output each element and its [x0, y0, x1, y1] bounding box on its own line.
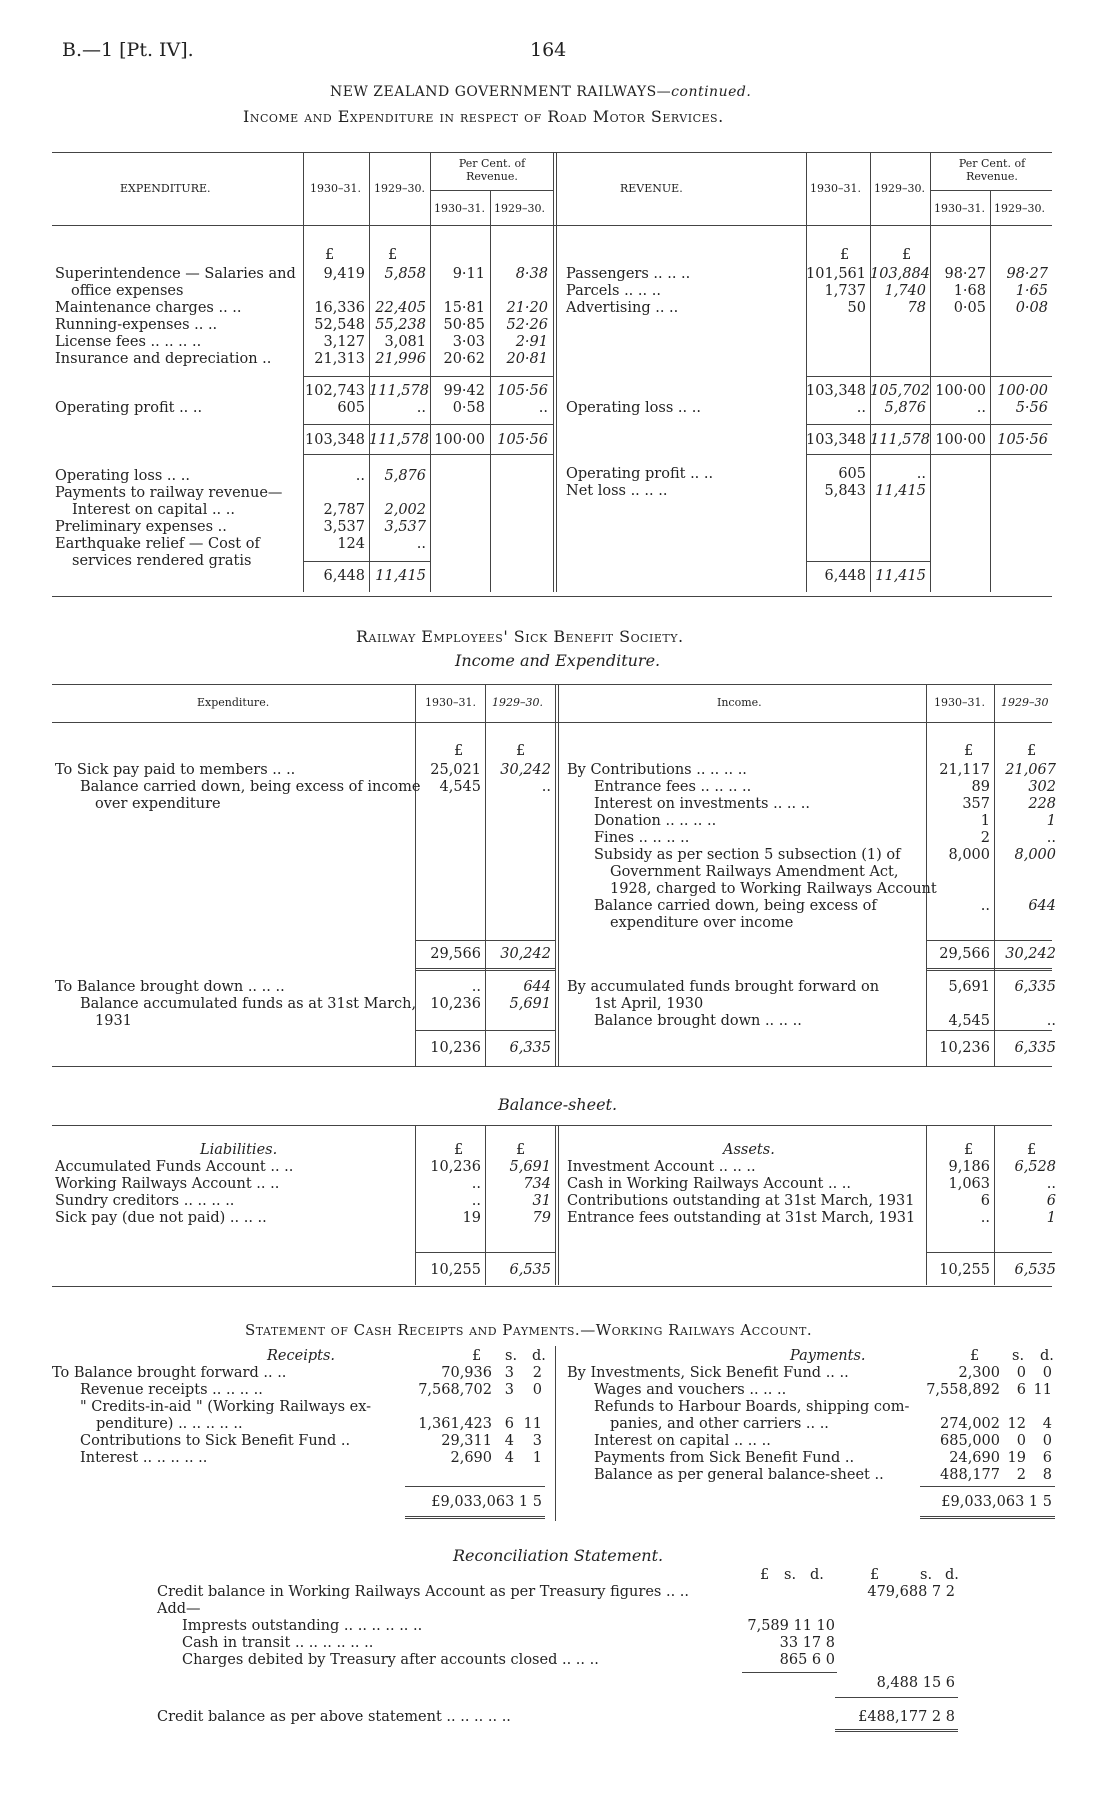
- value-cell: 6: [504, 1416, 514, 1432]
- total-cell: 103,348: [806, 432, 866, 448]
- value-cell: 0·58: [452, 400, 485, 416]
- value-cell: 30,242: [500, 762, 551, 778]
- value-cell: 6,335: [1014, 979, 1056, 995]
- subtotal-cell: 105,702: [870, 383, 930, 399]
- value-cell: 1: [532, 1450, 542, 1466]
- row-label: Payments from Sick Benefit Fund ..: [594, 1450, 855, 1466]
- row-label: Interest on capital .. .. ..: [594, 1433, 771, 1449]
- row-label: Credit balance as per above statement .. .. .. .. ..: [157, 1709, 511, 1725]
- total-cell: 6,335: [1014, 1040, 1056, 1056]
- total-cell: 100·00: [434, 432, 485, 448]
- pound-sign: £: [454, 743, 464, 759]
- value-cell: ..: [980, 1210, 990, 1226]
- subtotal-cell: 99·42: [443, 383, 485, 399]
- row-label: Insurance and depreciation ..: [55, 351, 272, 367]
- value-cell: 1,361,423: [418, 1416, 492, 1432]
- total-cell: 10,236: [430, 1040, 481, 1056]
- value-cell: ..: [471, 1193, 481, 1209]
- percent-header: Per Cent. of Revenue.: [458, 157, 526, 183]
- row-label: By accumulated funds brought forward on: [567, 979, 880, 995]
- pound-sign: £: [870, 1567, 880, 1583]
- row-label: over expenditure: [95, 796, 221, 812]
- year-1930-header: 1930–31.: [310, 182, 361, 195]
- value-cell: 20·81: [506, 351, 548, 367]
- value-cell: 1·68: [953, 283, 986, 299]
- row-label: " Credits-in-aid " (Working Railways ex-: [80, 1399, 372, 1415]
- value-cell: 1: [1046, 813, 1056, 829]
- value-cell: 9·11: [452, 266, 485, 282]
- row-label: Operating profit .. ..: [566, 466, 714, 482]
- row-label: Government Railways Amendment Act,: [610, 864, 899, 880]
- rev-pct-1929: 1929–30.: [994, 202, 1045, 215]
- row-label: Superintendence — Salaries and: [55, 266, 296, 282]
- value-cell: 4: [1042, 1416, 1052, 1432]
- value-cell: 33 17 8: [779, 1635, 835, 1651]
- row-label: Subsidy as per section 5 subsection (1) of: [594, 847, 901, 863]
- value-cell: 357: [962, 796, 990, 812]
- pound-sign: £: [516, 1142, 526, 1158]
- row-label: Operating loss .. ..: [55, 468, 190, 484]
- pound-sign: £: [454, 1142, 464, 1158]
- value-cell: 103,884: [870, 266, 930, 282]
- value-cell: 228: [1028, 796, 1056, 812]
- row-label: Contributions to Sick Benefit Fund ..: [80, 1433, 351, 1449]
- balance-sheet-title: Balance-sheet.: [498, 1095, 618, 1114]
- value-cell: 10,236: [430, 996, 481, 1012]
- expenditure-header: Expenditure.: [197, 696, 270, 709]
- expenditure-header: EXPENDITURE.: [120, 182, 211, 195]
- value-cell: 2,002: [384, 502, 426, 518]
- row-label: Earthquake relief — Cost of: [55, 536, 260, 552]
- row-label: Passengers .. .. ..: [566, 266, 691, 282]
- total-cell: 10,255: [939, 1262, 990, 1278]
- row-label: Parcels .. .. ..: [566, 283, 661, 299]
- value-cell: ..: [856, 400, 866, 416]
- value-cell: 7,568,702: [418, 1382, 492, 1398]
- value-cell: 5,691: [948, 979, 990, 995]
- shilling-sign: s.: [920, 1567, 933, 1583]
- value-cell: 2: [532, 1365, 542, 1381]
- total-cell: 6,335: [509, 1040, 551, 1056]
- value-cell: 4: [504, 1433, 514, 1449]
- value-cell: 6: [1042, 1450, 1052, 1466]
- value-cell: 3·03: [452, 334, 485, 350]
- value-cell: 3: [504, 1382, 514, 1398]
- value-cell: ..: [976, 400, 986, 416]
- value-cell: 3,127: [323, 334, 365, 350]
- row-label: Donation .. .. .. ..: [594, 813, 717, 829]
- receipts-total: £9,033,063 1 5: [431, 1494, 542, 1510]
- value-cell: 9,419: [323, 266, 365, 282]
- value-cell: ..: [1046, 830, 1056, 846]
- final-balance: £488,177 2 8: [858, 1709, 955, 1725]
- value-cell: 29,311: [441, 1433, 492, 1449]
- value-cell: 9,186: [948, 1159, 990, 1175]
- row-label: Entrance fees .. .. .. ..: [594, 779, 752, 795]
- value-cell: 19: [462, 1210, 481, 1226]
- value-cell: 2,300: [958, 1365, 1000, 1381]
- row-label: By Contributions .. .. .. ..: [567, 762, 747, 778]
- shilling-sign: s.: [784, 1567, 797, 1583]
- value-cell: 734: [523, 1176, 551, 1192]
- total-cell: 6,535: [1014, 1262, 1056, 1278]
- value-cell: 8,000: [1014, 847, 1056, 863]
- pound-sign: £: [472, 1348, 482, 1364]
- road-motor-title: Income and Expenditure in respect of Road Motor Services.: [243, 107, 724, 126]
- payments-header: Payments.: [790, 1348, 866, 1364]
- value-cell: 1,740: [884, 283, 926, 299]
- pound-sign: £: [1027, 743, 1037, 759]
- year-1929-header: 1929–30.: [374, 182, 425, 195]
- total-cell: 6,448: [824, 568, 866, 584]
- row-label: office expenses: [71, 283, 184, 299]
- value-cell: 5,691: [509, 996, 551, 1012]
- shilling-sign: s.: [505, 1348, 518, 1364]
- value-cell: 7,558,892: [926, 1382, 1000, 1398]
- row-label: 1928, charged to Working Railways Account: [610, 881, 937, 897]
- row-label: Net loss .. .. ..: [566, 483, 668, 499]
- pound-sign: £: [970, 1348, 980, 1364]
- value-cell: 1,063: [948, 1176, 990, 1192]
- row-label: Preliminary expenses ..: [55, 519, 227, 535]
- value-cell: 0: [1042, 1365, 1052, 1381]
- value-cell: 2,787: [323, 502, 365, 518]
- value-cell: 124: [337, 536, 365, 552]
- row-label: To Sick pay paid to members .. ..: [55, 762, 296, 778]
- row-label: Contributions outstanding at 31st March, 1931: [567, 1193, 915, 1209]
- total-cell: 29,566: [430, 946, 481, 962]
- revenue-header: REVENUE.: [620, 182, 683, 195]
- row-label: Balance as per general balance-sheet ..: [594, 1467, 884, 1483]
- value-cell: 6: [1016, 1382, 1026, 1398]
- value-cell: 0: [1016, 1433, 1026, 1449]
- row-label: Charges debited by Treasury after accounts closed .. .. ..: [182, 1652, 599, 1668]
- value-cell: 16,336: [314, 300, 365, 316]
- row-label: Cash in Working Railways Account .. ..: [567, 1176, 852, 1192]
- value-cell: 488,177: [940, 1467, 1000, 1483]
- value-cell: 50: [847, 300, 866, 316]
- value-cell: 7,589 11 10: [747, 1618, 835, 1634]
- value-cell: 21·20: [506, 300, 548, 316]
- total-cell: 6,535: [509, 1262, 551, 1278]
- value-cell: 2: [1016, 1467, 1026, 1483]
- value-cell: 78: [907, 300, 926, 316]
- inc-year-1930: 1930–31.: [934, 696, 985, 709]
- subtotal-cell: 102,743: [305, 383, 365, 399]
- operating-profit-label: Operating profit .. ..: [55, 400, 203, 416]
- pound-sign: £: [1027, 1142, 1037, 1158]
- row-label: Maintenance charges .. ..: [55, 300, 242, 316]
- value-cell: ..: [538, 400, 548, 416]
- row-label: Cash in transit .. .. .. .. .. ..: [182, 1635, 374, 1651]
- sick-benefit-title: Railway Employees' Sick Benefit Society.: [356, 627, 684, 646]
- value-cell: 1,737: [824, 283, 866, 299]
- row-label: expenditure over income: [610, 915, 794, 931]
- value-cell: ..: [1046, 1013, 1056, 1029]
- pound-sign: £: [902, 247, 912, 263]
- subtotal-cell: 100·00: [935, 383, 986, 399]
- pct-year-1930: 1930–31.: [434, 202, 485, 215]
- row-label: Refunds to Harbour Boards, shipping com-: [594, 1399, 910, 1415]
- value-cell: 101,561: [806, 266, 866, 282]
- value-cell: 302: [1028, 779, 1056, 795]
- reconciliation-title: Reconciliation Statement.: [453, 1546, 664, 1565]
- row-label: 1st April, 1930: [594, 996, 704, 1012]
- total-cell: 111,578: [369, 432, 429, 448]
- subtotal-cell: 105·56: [497, 383, 548, 399]
- value-cell: 644: [1028, 898, 1056, 914]
- rev-year-1929: 1929–30.: [874, 182, 925, 195]
- row-label: Sick pay (due not paid) .. .. ..: [55, 1210, 267, 1226]
- value-cell: 2,690: [450, 1450, 492, 1466]
- row-label: Sundry creditors .. .. .. ..: [55, 1193, 235, 1209]
- total-cell: 10,255: [430, 1262, 481, 1278]
- value-cell: ..: [916, 466, 926, 482]
- row-label: services rendered gratis: [72, 553, 252, 569]
- row-label: Interest .. .. .. .. ..: [80, 1450, 208, 1466]
- value-cell: 5·56: [1015, 400, 1048, 416]
- value-cell: 98·27: [1006, 266, 1048, 282]
- value-cell: 79: [532, 1210, 551, 1226]
- pound-sign: £: [760, 1567, 770, 1583]
- value-cell: 2: [980, 830, 990, 846]
- pct-year-1929: 1929–30.: [494, 202, 545, 215]
- year-1929-header: 1929–30.: [492, 696, 543, 709]
- pound-sign: £: [840, 247, 850, 263]
- value-cell: 25,021: [430, 762, 481, 778]
- row-label: Interest on capital .. ..: [72, 502, 235, 518]
- operating-loss-label: Operating loss .. ..: [566, 400, 701, 416]
- value-cell: 5,858: [384, 266, 426, 282]
- inc-year-1929: 1929–30: [1001, 696, 1049, 709]
- value-cell: 1: [1046, 1210, 1056, 1226]
- pound-sign: £: [325, 247, 335, 263]
- payments-total: £9,033,063 1 5: [941, 1494, 1052, 1510]
- shilling-sign: s.: [1012, 1348, 1025, 1364]
- value-cell: 3,537: [384, 519, 426, 535]
- value-cell: 19: [1007, 1450, 1026, 1466]
- value-cell: 31: [532, 1193, 551, 1209]
- value-cell: 22,405: [375, 300, 426, 316]
- pence-sign: d.: [1040, 1348, 1054, 1364]
- row-label: Investment Account .. .. ..: [567, 1159, 756, 1175]
- total-cell: 30,242: [1005, 946, 1056, 962]
- doc-reference: B.—1 [Pt. IV].: [62, 39, 194, 61]
- value-cell: 11: [523, 1416, 542, 1432]
- row-label: Balance accumulated funds as at 31st March,: [80, 996, 417, 1012]
- row-label: 1931: [95, 1013, 132, 1029]
- value-cell: 605: [337, 400, 365, 416]
- pence-sign: d.: [945, 1567, 959, 1583]
- pound-sign: £: [388, 247, 398, 263]
- row-label: Working Railways Account .. ..: [55, 1176, 280, 1192]
- value-cell: 55,238: [375, 317, 426, 333]
- value-cell: 8: [1042, 1467, 1052, 1483]
- total-cell: 29,566: [939, 946, 990, 962]
- row-label: By Investments, Sick Benefit Fund .. ..: [567, 1365, 849, 1381]
- rev-year-1930: 1930–31.: [810, 182, 861, 195]
- row-label: Balance carried down, being excess of income: [80, 779, 421, 795]
- row-label: To Balance brought forward .. ..: [52, 1365, 287, 1381]
- subtotal-cell: 111,578: [369, 383, 429, 399]
- add-label: Add—: [157, 1601, 201, 1617]
- value-cell: 0: [532, 1382, 542, 1398]
- row-label: Balance brought down .. .. ..: [594, 1013, 802, 1029]
- income-header: Income.: [717, 696, 762, 709]
- total-cell: 10,236: [939, 1040, 990, 1056]
- total-cell: 30,242: [500, 946, 551, 962]
- value-cell: 3: [504, 1365, 514, 1381]
- row-label: License fees .. .. .. ..: [55, 334, 202, 350]
- liabilities-header: Liabilities.: [200, 1142, 278, 1158]
- value-cell: 6,528: [1014, 1159, 1056, 1175]
- year-1930-header: 1930–31.: [425, 696, 476, 709]
- value-cell: 2·91: [515, 334, 548, 350]
- row-label: Fines .. .. .. ..: [594, 830, 690, 846]
- pound-sign: £: [964, 1142, 974, 1158]
- subtotal-cell: 100·00: [997, 383, 1048, 399]
- value-cell: ..: [355, 468, 365, 484]
- value-cell: 5,876: [884, 400, 926, 416]
- value-cell: 24,690: [949, 1450, 1000, 1466]
- row-label: Accumulated Funds Account .. ..: [55, 1159, 294, 1175]
- value-cell: ..: [416, 400, 426, 416]
- value-cell: 21,117: [939, 762, 990, 778]
- row-label: Entrance fees outstanding at 31st March, 1931: [567, 1210, 916, 1226]
- value-cell: 8,000: [948, 847, 990, 863]
- value-cell: 3: [532, 1433, 542, 1449]
- value-cell: 4,545: [439, 779, 481, 795]
- page-number: 164: [530, 39, 567, 61]
- row-label: Imprests outstanding .. .. .. .. .. ..: [182, 1618, 423, 1634]
- receipts-header: Receipts.: [267, 1348, 335, 1364]
- value-cell: 98·27: [944, 266, 986, 282]
- value-cell: 0: [1016, 1365, 1026, 1381]
- assets-header: Assets.: [723, 1142, 775, 1158]
- value-cell: 0·05: [953, 300, 986, 316]
- value-cell: 12: [1007, 1416, 1026, 1432]
- value-cell: 6: [1046, 1193, 1056, 1209]
- value-cell: 5,843: [824, 483, 866, 499]
- value-cell: 3,537: [323, 519, 365, 535]
- value-cell: 0·08: [1015, 300, 1048, 316]
- total-cell: 6,448: [323, 568, 365, 584]
- total-cell: 103,348: [305, 432, 365, 448]
- value-cell: 11: [1033, 1382, 1052, 1398]
- total-cell: 105·56: [497, 432, 548, 448]
- total-cell: 11,415: [875, 568, 926, 584]
- value-cell: ..: [471, 979, 481, 995]
- cash-statement-title: Statement of Cash Receipts and Payments.—Working Railways Account.: [245, 1321, 813, 1339]
- row-label: Wages and vouchers .. .. ..: [594, 1382, 787, 1398]
- value-cell: ..: [1046, 1176, 1056, 1192]
- value-cell: 865 6 0: [779, 1652, 835, 1668]
- value-cell: 8·38: [515, 266, 548, 282]
- value-cell: 1·65: [1015, 283, 1048, 299]
- value-cell: ..: [541, 779, 551, 795]
- value-cell: 6: [980, 1193, 990, 1209]
- row-label: penditure) .. .. .. .. ..: [96, 1416, 243, 1432]
- row-label: Interest on investments .. .. ..: [594, 796, 810, 812]
- value-cell: 50·85: [443, 317, 485, 333]
- value-cell: 5,691: [509, 1159, 551, 1175]
- value-cell: 605: [838, 466, 866, 482]
- value-cell: 4,545: [948, 1013, 990, 1029]
- value-cell: 685,000: [940, 1433, 1000, 1449]
- value-cell: 52·26: [506, 317, 548, 333]
- add-total: 8,488 15 6: [876, 1675, 955, 1691]
- subtotal-cell: 103,348: [806, 383, 866, 399]
- total-cell: 111,578: [870, 432, 930, 448]
- value-cell: 15·81: [443, 300, 485, 316]
- row-label: Balance carried down, being excess of: [594, 898, 877, 914]
- rev-percent-header: Per Cent. of Revenue.: [958, 157, 1026, 183]
- row-label: Revenue receipts .. .. .. ..: [80, 1382, 263, 1398]
- total-cell: 105·56: [997, 432, 1048, 448]
- value-cell: 3,081: [384, 334, 426, 350]
- value-cell: 70,936: [441, 1365, 492, 1381]
- value-cell: 89: [971, 779, 990, 795]
- value-cell: 21,313: [314, 351, 365, 367]
- value-cell: ..: [416, 536, 426, 552]
- pence-sign: d.: [810, 1567, 824, 1583]
- value-cell: 479,688 7 2: [867, 1584, 955, 1600]
- value-cell: 644: [523, 979, 551, 995]
- row-label: panies, and other carriers .. ..: [610, 1416, 829, 1432]
- row-label: Running-expenses .. ..: [55, 317, 218, 333]
- pound-sign: £: [516, 743, 526, 759]
- total-cell: 11,415: [375, 568, 426, 584]
- row-label: Payments to railway revenue—: [55, 485, 283, 501]
- row-label: Credit balance in Working Railways Account as per Treasury figures .. ..: [157, 1584, 690, 1600]
- value-cell: 11,415: [875, 483, 926, 499]
- value-cell: ..: [471, 1176, 481, 1192]
- value-cell: 4: [504, 1450, 514, 1466]
- value-cell: 52,548: [314, 317, 365, 333]
- value-cell: 0: [1042, 1433, 1052, 1449]
- value-cell: 21,996: [375, 351, 426, 367]
- value-cell: 1: [980, 813, 990, 829]
- value-cell: 274,002: [940, 1416, 1000, 1432]
- value-cell: 20·62: [443, 351, 485, 367]
- row-label: To Balance brought down .. .. ..: [55, 979, 285, 995]
- pence-sign: d.: [532, 1348, 546, 1364]
- value-cell: 21,067: [1005, 762, 1056, 778]
- row-label: Advertising .. ..: [566, 300, 679, 316]
- value-cell: ..: [980, 898, 990, 914]
- pound-sign: £: [964, 743, 974, 759]
- value-cell: 10,236: [430, 1159, 481, 1175]
- total-cell: 100·00: [935, 432, 986, 448]
- income-expenditure-subtitle: Income and Expenditure.: [455, 651, 661, 670]
- value-cell: 5,876: [384, 468, 426, 484]
- section-title: NEW ZEALAND GOVERNMENT RAILWAYS—continued.: [330, 84, 752, 100]
- rev-pct-1930: 1930–31.: [934, 202, 985, 215]
